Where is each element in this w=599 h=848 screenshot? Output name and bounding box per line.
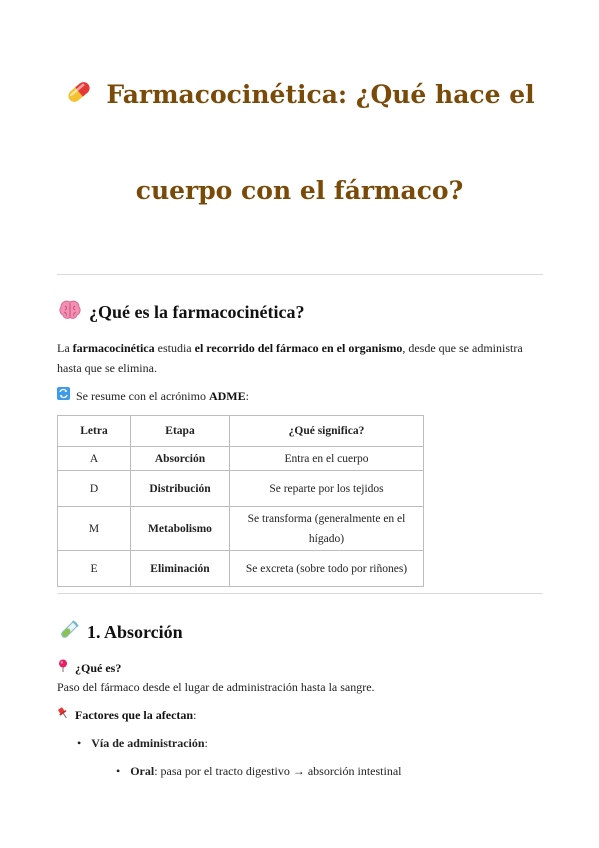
factores-label [57, 705, 196, 725]
table-cell-letra: M [58, 507, 131, 551]
section-heading-text: 1. Absorción [87, 622, 183, 642]
intro-paragraph-line-1 [57, 338, 523, 358]
intro-bold-phrase: el recorrido del fármaco en el organismo [194, 341, 403, 355]
table-cell-etapa: Metabolismo [131, 507, 230, 551]
section-heading-text: ¿Qué es la farmacocinética? [89, 302, 305, 322]
cell-line: Se transforma (generalmente en el [247, 512, 406, 525]
intro-text: La [57, 341, 73, 355]
factores-text: Factores que la afectan [75, 708, 194, 722]
bullet-dot: • [77, 736, 82, 750]
page-title-line-1 [0, 80, 599, 113]
acronym-text: Se resume con el acrónimo [76, 389, 209, 403]
adme-table [57, 415, 424, 587]
acronym-bold: ADME [208, 389, 246, 403]
via-colon: : [204, 736, 208, 750]
test-tube-icon [59, 620, 79, 645]
page-title-line-2: cuerpo con el fármaco? [135, 176, 464, 205]
table-row [58, 471, 424, 507]
table-header-cell: Etapa [131, 416, 230, 447]
table-cell-letra: E [58, 551, 131, 587]
table-header-row [58, 416, 424, 447]
table-cell-significa: Entra en el cuerpo [230, 447, 424, 471]
table-row [58, 447, 424, 471]
table-header-cell: ¿Qué significa? [230, 416, 424, 447]
oral-bold: Oral [130, 764, 155, 778]
pill-icon [64, 77, 94, 113]
table-cell-letra: D [58, 471, 131, 507]
via-bold: Vía de administración [91, 736, 205, 750]
cell-line: hígado) [308, 532, 345, 545]
table-row [58, 507, 424, 551]
table-cell-significa: Se excreta (sobre todo por riñones) [230, 551, 424, 587]
table-row [58, 551, 424, 587]
brain-icon [59, 300, 81, 325]
list-item [116, 764, 401, 779]
factores-colon: : [193, 708, 197, 722]
table-cell-letra: A [58, 447, 131, 471]
divider [57, 593, 543, 594]
section-heading-que-es [59, 302, 304, 325]
intro-paragraph-line-2: hasta que se elimina. [57, 361, 157, 375]
bullet-dot: • [116, 764, 121, 778]
table-cell-etapa: Eliminación [131, 551, 230, 587]
repeat-icon [57, 386, 70, 406]
list-item [77, 736, 208, 751]
table-cell-etapa: Distribución [131, 471, 230, 507]
section-heading-absorcion [59, 622, 183, 645]
acronym-line [57, 386, 249, 406]
table-header-cell: Letra [58, 416, 131, 447]
pushpin-icon [57, 705, 69, 725]
definition-text: Paso del fármaco desde el lugar de administración hasta la sangre. [57, 680, 375, 694]
que-es-label [57, 658, 121, 678]
table-cell-significa [230, 507, 424, 551]
title-text-1: Farmacocinética: ¿Qué hace el [106, 80, 535, 109]
oral-text: : pasa por el tracto digestivo → absorción intestinal [154, 764, 402, 778]
intro-text: , desde que se administra [402, 341, 523, 355]
que-es-text: ¿Qué es? [75, 661, 122, 675]
pin-icon [57, 658, 69, 678]
table-cell-etapa: Absorción [131, 447, 230, 471]
intro-text: estudia [154, 341, 195, 355]
intro-bold-term: farmacocinética [72, 341, 155, 355]
divider [57, 274, 543, 275]
table-cell-significa: Se reparte por los tejidos [230, 471, 424, 507]
acronym-colon: : [245, 389, 249, 403]
